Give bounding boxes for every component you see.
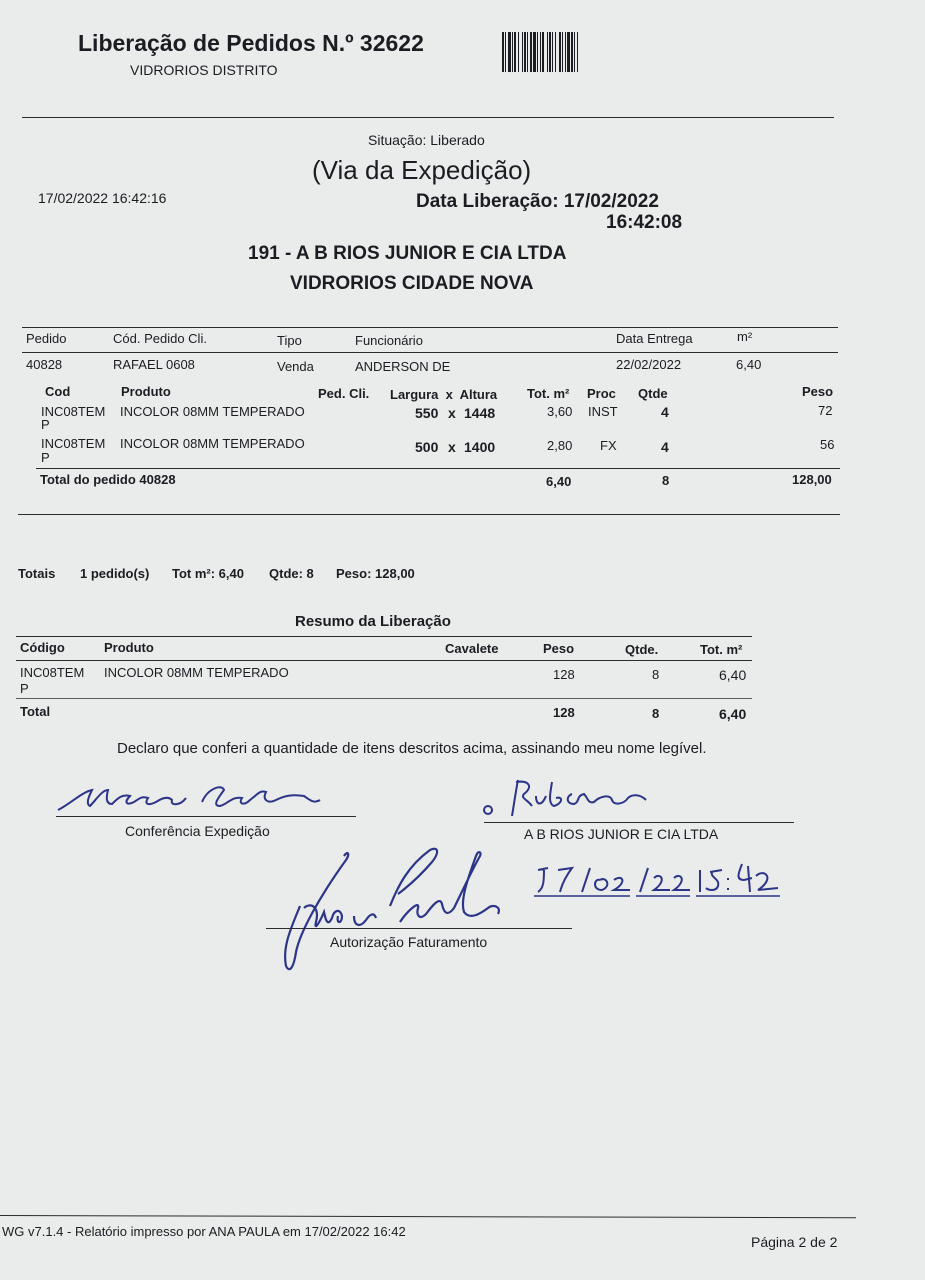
summary-total-qtde: 8 [652,706,660,721]
item-width: 500 [415,439,439,455]
item-x: x [448,439,456,455]
items-col-ped-cli: Ped. Cli. [318,386,370,401]
item-peso: 56 [820,437,835,452]
items-col-proc: Proc [587,386,616,401]
items-col-tot-m2: Tot. m² [527,386,570,401]
item-width: 550 [415,405,439,421]
order-total-label: Total do pedido 40828 [40,472,176,487]
col-cod-pedido-label: Cód. Pedido Cli. [113,331,207,346]
summary-product: INCOLOR 08MM TEMPERADO [104,665,289,680]
col-pedido-label: Pedido [26,331,67,346]
items-col-cod: Cod [45,384,71,399]
item-proc: INST [588,404,618,419]
item-code-cont: P [41,450,50,465]
items-col-dimensions: Largura x Altura [390,387,498,402]
delivery-date: 22/02/2022 [616,357,682,372]
totals-label: Totais [18,566,56,581]
col-funcionario-label: Funcionário [355,333,423,348]
order-total-peso: 128,00 [792,472,832,487]
totals-peso: Peso: 128,00 [336,566,415,581]
summary-col-cavalete: Cavalete [445,641,499,656]
client-store: VIDRORIOS CIDADE NOVA [290,273,534,294]
handwritten-date [530,856,784,902]
item-peso: 72 [818,403,833,418]
branch-name: VIDRORIOS DISTRITO [130,62,278,78]
item-tot-m2: 3,60 [547,404,573,419]
item-code: INC08TEM [41,436,106,451]
summary-total-m2: 6,40 [719,706,747,722]
page-title: Liberação de Pedidos N.º 32622 [78,30,424,56]
client-signature [476,776,666,822]
summary-qtde: 8 [652,667,660,682]
release-time: 16:42:08 [606,212,683,233]
item-qtde: 4 [661,439,669,455]
autorizacao-signature [270,836,520,976]
order-total-m2: 6,40 [546,474,572,489]
client-order-code: RAFAEL 0608 [113,357,195,372]
order-header-rule [22,352,838,353]
client-signature-label: A B RIOS JUNIOR E CIA LTDA [524,826,719,842]
item-code-cont: P [41,417,50,432]
page-number: Página 2 de 2 [751,1234,838,1250]
status-text: Situação: Liberado [368,132,485,148]
order-total-rule [36,468,840,469]
items-col-peso: Peso [802,384,834,399]
declaration-text: Declaro que conferi a quantidade de itens descritos acima, assinando meu nome legível. [117,740,707,757]
release-date: Data Liberação: 17/02/2022 [416,191,659,212]
order-top-rule [22,327,838,328]
item-height: 1400 [464,439,496,455]
item-tot-m2: 2,80 [547,438,573,453]
conferencia-signature [52,778,332,820]
totals-qtde: Qtde: 8 [269,566,314,581]
client-name: 191 - A B RIOS JUNIOR E CIA LTDA [248,243,567,264]
item-proc: FX [600,438,617,453]
summary-code: INC08TEM [20,665,85,680]
summary-col-produto: Produto [104,640,154,655]
footer-rule [0,1215,856,1218]
item-product: INCOLOR 08MM TEMPERADO [120,404,305,419]
totals-orders: 1 pedido(s) [80,566,150,581]
col-tipo-label: Tipo [277,333,302,348]
conferencia-line [56,816,356,817]
autorizacao-line [266,928,572,929]
order-type: Venda [277,359,314,374]
item-height: 1448 [464,405,496,421]
print-timestamp: 17/02/2022 16:42:16 [38,190,167,206]
summary-header-rule [16,660,752,661]
item-code: INC08TEM [41,404,106,419]
order-m2: 6,40 [736,357,762,372]
summary-total-rule [16,698,752,699]
summary-peso: 128 [553,667,575,682]
autorizacao-label: Autorização Faturamento [330,934,488,950]
summary-total-label: Total [20,704,51,719]
item-x: x [448,405,456,421]
header-divider [22,117,834,118]
barcode [502,32,645,72]
items-col-qtde: Qtde [638,386,668,401]
summary-top-rule [16,636,752,637]
summary-tot-m2: 6,40 [719,667,747,683]
employee-name: ANDERSON DE [355,359,451,374]
summary-title: Resumo da Liberação [295,613,451,630]
summary-col-peso: Peso [543,641,575,656]
col-data-entrega-label: Data Entrega [616,331,693,346]
summary-code-cont: P [20,681,29,696]
order-total-qtde: 8 [662,473,670,488]
col-m2-label: m² [737,329,753,344]
totals-m2: Tot m²: 6,40 [172,566,244,581]
summary-total-peso: 128 [553,705,575,720]
footer-printed-by: WG v7.1.4 - Relatório impresso por ANA PAULA em 17/02/2022 16:42 [2,1224,406,1239]
item-qtde: 4 [661,404,669,420]
item-product: INCOLOR 08MM TEMPERADO [120,436,305,451]
client-line [484,822,794,823]
summary-col-tot-m2: Tot. m² [700,642,743,657]
order-number: 40828 [26,357,63,372]
summary-col-qtde: Qtde. [625,642,659,657]
order-bottom-rule [18,514,840,515]
conferencia-label: Conferência Expedição [125,823,270,839]
items-col-produto: Produto [121,384,171,399]
summary-col-codigo: Código [20,640,65,655]
copy-type: (Via da Expedição) [312,155,532,185]
